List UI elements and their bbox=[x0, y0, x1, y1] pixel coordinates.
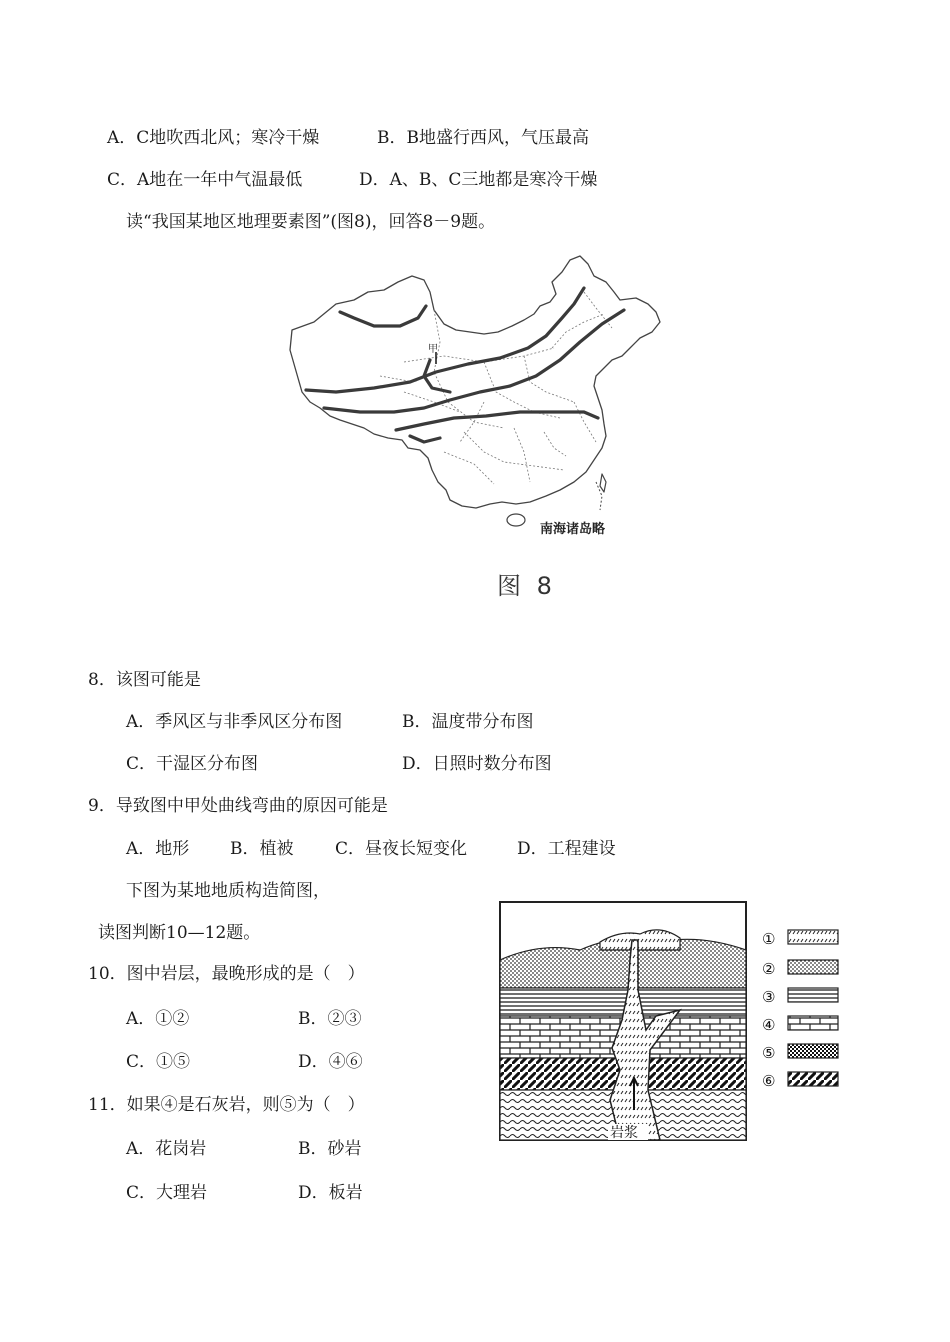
q8-option-a: A．季风区与非季风区分布图 bbox=[126, 712, 343, 732]
hainan-island bbox=[507, 514, 525, 526]
q7-option-a: A．C地吹西北风；寒冷干燥 bbox=[107, 128, 320, 148]
legend-swatch-1 bbox=[788, 930, 838, 944]
legend-num-1: ① bbox=[762, 930, 776, 948]
legend-swatch-6 bbox=[788, 1072, 838, 1086]
q10-option-b: B．②③ bbox=[298, 1009, 362, 1029]
q11-option-d: D．板岩 bbox=[298, 1183, 363, 1203]
thick-isolines bbox=[306, 288, 624, 442]
q10-option-c: C．①⑤ bbox=[126, 1052, 191, 1072]
legend-swatch-2 bbox=[788, 960, 838, 974]
legend-num-5: ⑤ bbox=[762, 1044, 776, 1062]
legend-num-6: ⑥ bbox=[762, 1072, 776, 1090]
legend-swatch-3 bbox=[788, 988, 838, 1002]
legend-num-2: ② bbox=[762, 960, 776, 978]
china-map-svg bbox=[284, 252, 670, 544]
q11-option-a: A．花岗岩 bbox=[126, 1139, 207, 1159]
intro-10-12-line1: 下图为某地地质构造简图， bbox=[126, 881, 330, 901]
q8-option-c: C．干湿区分布图 bbox=[126, 754, 259, 774]
q9-option-b: B．植被 bbox=[230, 839, 294, 859]
inset-label: 南海诸岛略 bbox=[540, 522, 606, 537]
q7-option-d: D．A、B、C三地都是寒冷干燥 bbox=[359, 170, 598, 190]
intro-10-12-line2: 读图判断10—12题。 bbox=[98, 923, 261, 943]
geologic-section-figure bbox=[480, 880, 850, 1150]
q10-stem: 10．图中岩层，最晚形成的是（ ） bbox=[88, 964, 365, 984]
q8-option-d: D．日照时数分布图 bbox=[402, 754, 552, 774]
figure-8-caption: 图 8 bbox=[497, 572, 556, 600]
q8-option-b: B．温度带分布图 bbox=[402, 712, 534, 732]
q9-stem: 9．导致图中甲处曲线弯曲的原因可能是 bbox=[88, 796, 388, 816]
q9-option-d: D．工程建设 bbox=[517, 839, 616, 859]
figure-8-map bbox=[284, 252, 670, 544]
legend-swatch-5 bbox=[788, 1044, 838, 1058]
intro-8-9: 读“我国某地区地理要素图”(图8)，回答8－9题。 bbox=[126, 212, 496, 232]
taiwan-island bbox=[600, 474, 606, 492]
legend-swatch-4 bbox=[788, 1016, 838, 1030]
q8-stem: 8．该图可能是 bbox=[88, 670, 201, 690]
q10-option-d: D．④⑥ bbox=[298, 1052, 363, 1072]
q7-option-c: C．A地在一年中气温最低 bbox=[107, 170, 303, 190]
legend bbox=[762, 930, 838, 1090]
legend-num-3: ③ bbox=[762, 988, 776, 1006]
magma-label: 岩浆 bbox=[610, 1125, 638, 1141]
legend-num-4: ④ bbox=[762, 1016, 776, 1034]
south-sea-line bbox=[596, 482, 602, 510]
q10-option-a: A．①② bbox=[126, 1009, 190, 1029]
q7-option-b: B．B地盛行西风，气压最高 bbox=[377, 128, 589, 148]
q9-option-a: A．地形 bbox=[126, 839, 190, 859]
q11-option-b: B．砂岩 bbox=[298, 1139, 362, 1159]
map-outline bbox=[290, 256, 660, 508]
q11-stem: 11．如果④是石灰岩，则⑤为（ ） bbox=[88, 1095, 365, 1115]
q11-option-c: C．大理岩 bbox=[126, 1183, 208, 1203]
geologic-section-svg bbox=[480, 880, 850, 1150]
jia-label: 甲 bbox=[428, 344, 438, 355]
q9-option-c: C．昼夜长短变化 bbox=[335, 839, 468, 859]
